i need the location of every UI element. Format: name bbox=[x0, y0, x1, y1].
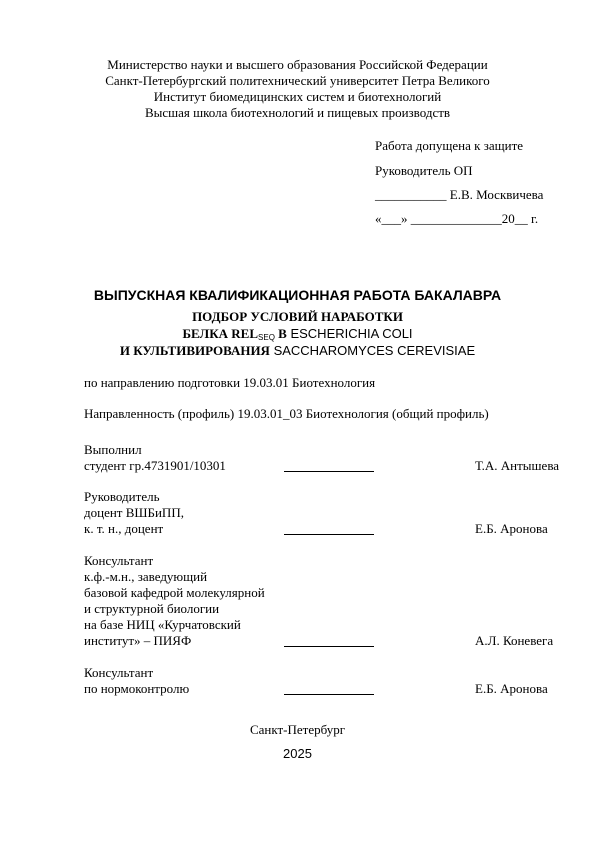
topic-organism-ecoli: ESCHERICHIA COLI bbox=[286, 326, 413, 341]
topic-seq-subscript: SEQ bbox=[258, 333, 275, 342]
signatory-role-line: студент гр.4731901/10301 bbox=[84, 458, 226, 473]
signatory-role-line: институт» – ПИЯФ bbox=[84, 633, 192, 648]
approval-signature-blank: ___________ bbox=[375, 187, 447, 202]
signatory-role-line: Консультант bbox=[84, 665, 154, 680]
document-type-title: ВЫПУСКНАЯ КВАЛИФИКАЦИОННАЯ РАБОТА БАКАЛАВРА bbox=[93, 287, 502, 303]
profile-line: Направленность (профиль) 19.03.01_03 Биотехнология (общий профиль) bbox=[84, 406, 489, 421]
university-line: Санкт-Петербургский политехнический университет Петра Великого bbox=[105, 73, 490, 88]
signatory-role-line: и структурной биологии bbox=[84, 601, 220, 616]
signatory-name: Е.Б. Аронова bbox=[475, 681, 548, 696]
date-year-blank: __ bbox=[514, 211, 528, 226]
signatory-role-line: Выполнил bbox=[84, 442, 142, 457]
approval-name: Е.В. Москвичева bbox=[449, 187, 544, 202]
institute-line: Институт биомедицинских систем и биотехнологий bbox=[153, 89, 442, 104]
signatory-role-line: Руководитель bbox=[84, 489, 160, 504]
topic-rel-text: БЕЛКА REL bbox=[182, 326, 259, 341]
signature-line bbox=[284, 694, 374, 695]
signatory-role-line: на базе НИЦ «Курчатовский bbox=[84, 617, 241, 632]
approval-name-line bbox=[375, 187, 543, 203]
approval-head: Руководитель ОП bbox=[375, 163, 473, 178]
footer-city: Санкт-Петербург bbox=[249, 722, 346, 737]
date-year-suffix: г. bbox=[527, 211, 539, 226]
signatory-name: Т.А. Антышева bbox=[475, 458, 560, 473]
signatory-name: Е.Б. Аронова bbox=[475, 521, 548, 536]
date-quote-close: » bbox=[401, 211, 408, 226]
signatory-name: А.Л. Коневега bbox=[475, 633, 554, 648]
signatory-role-line: к. т. н., доцент bbox=[84, 521, 164, 536]
school-line: Высшая школа биотехнологий и пищевых производств bbox=[144, 105, 451, 120]
topic-line-1: ПОДБОР УСЛОВИЙ НАРАБОТКИ bbox=[192, 309, 403, 324]
date-day-blank: ___ bbox=[381, 211, 401, 226]
signatory-role-line: доцент ВШБиПП, bbox=[84, 505, 184, 520]
direction-line: по направлению подготовки 19.03.01 Биотехнология bbox=[84, 375, 376, 390]
date-quote-open: « bbox=[375, 211, 382, 226]
approval-admitted: Работа допущена к защите bbox=[375, 138, 524, 153]
date-month-blank: ______________ bbox=[410, 211, 502, 226]
approval-date-line bbox=[375, 211, 538, 227]
topic-preposition: В bbox=[274, 326, 287, 341]
signatory-role-line: к.ф.-м.н., заведующий bbox=[84, 569, 208, 584]
topic-line-3 bbox=[0, 343, 595, 359]
signature-line bbox=[284, 646, 374, 647]
signatory-role-line: по нормоконтролю bbox=[84, 681, 190, 696]
topic-organism-yeast: SACCHAROMYCES CEREVISIAE bbox=[269, 343, 476, 358]
ministry-line: Министерство науки и высшего образования Российской Федерации bbox=[107, 57, 488, 72]
signatory-role-line: базовой кафедрой молекулярной bbox=[84, 585, 265, 600]
topic-cultivation-text: И КУЛЬТИВИРОВАНИЯ bbox=[119, 343, 270, 358]
date-year-prefix: 20 bbox=[501, 211, 515, 226]
signature-line bbox=[284, 471, 374, 472]
signature-line bbox=[284, 534, 374, 535]
footer-year: 2025 bbox=[283, 746, 312, 761]
signatory-role-line: Консультант bbox=[84, 553, 154, 568]
